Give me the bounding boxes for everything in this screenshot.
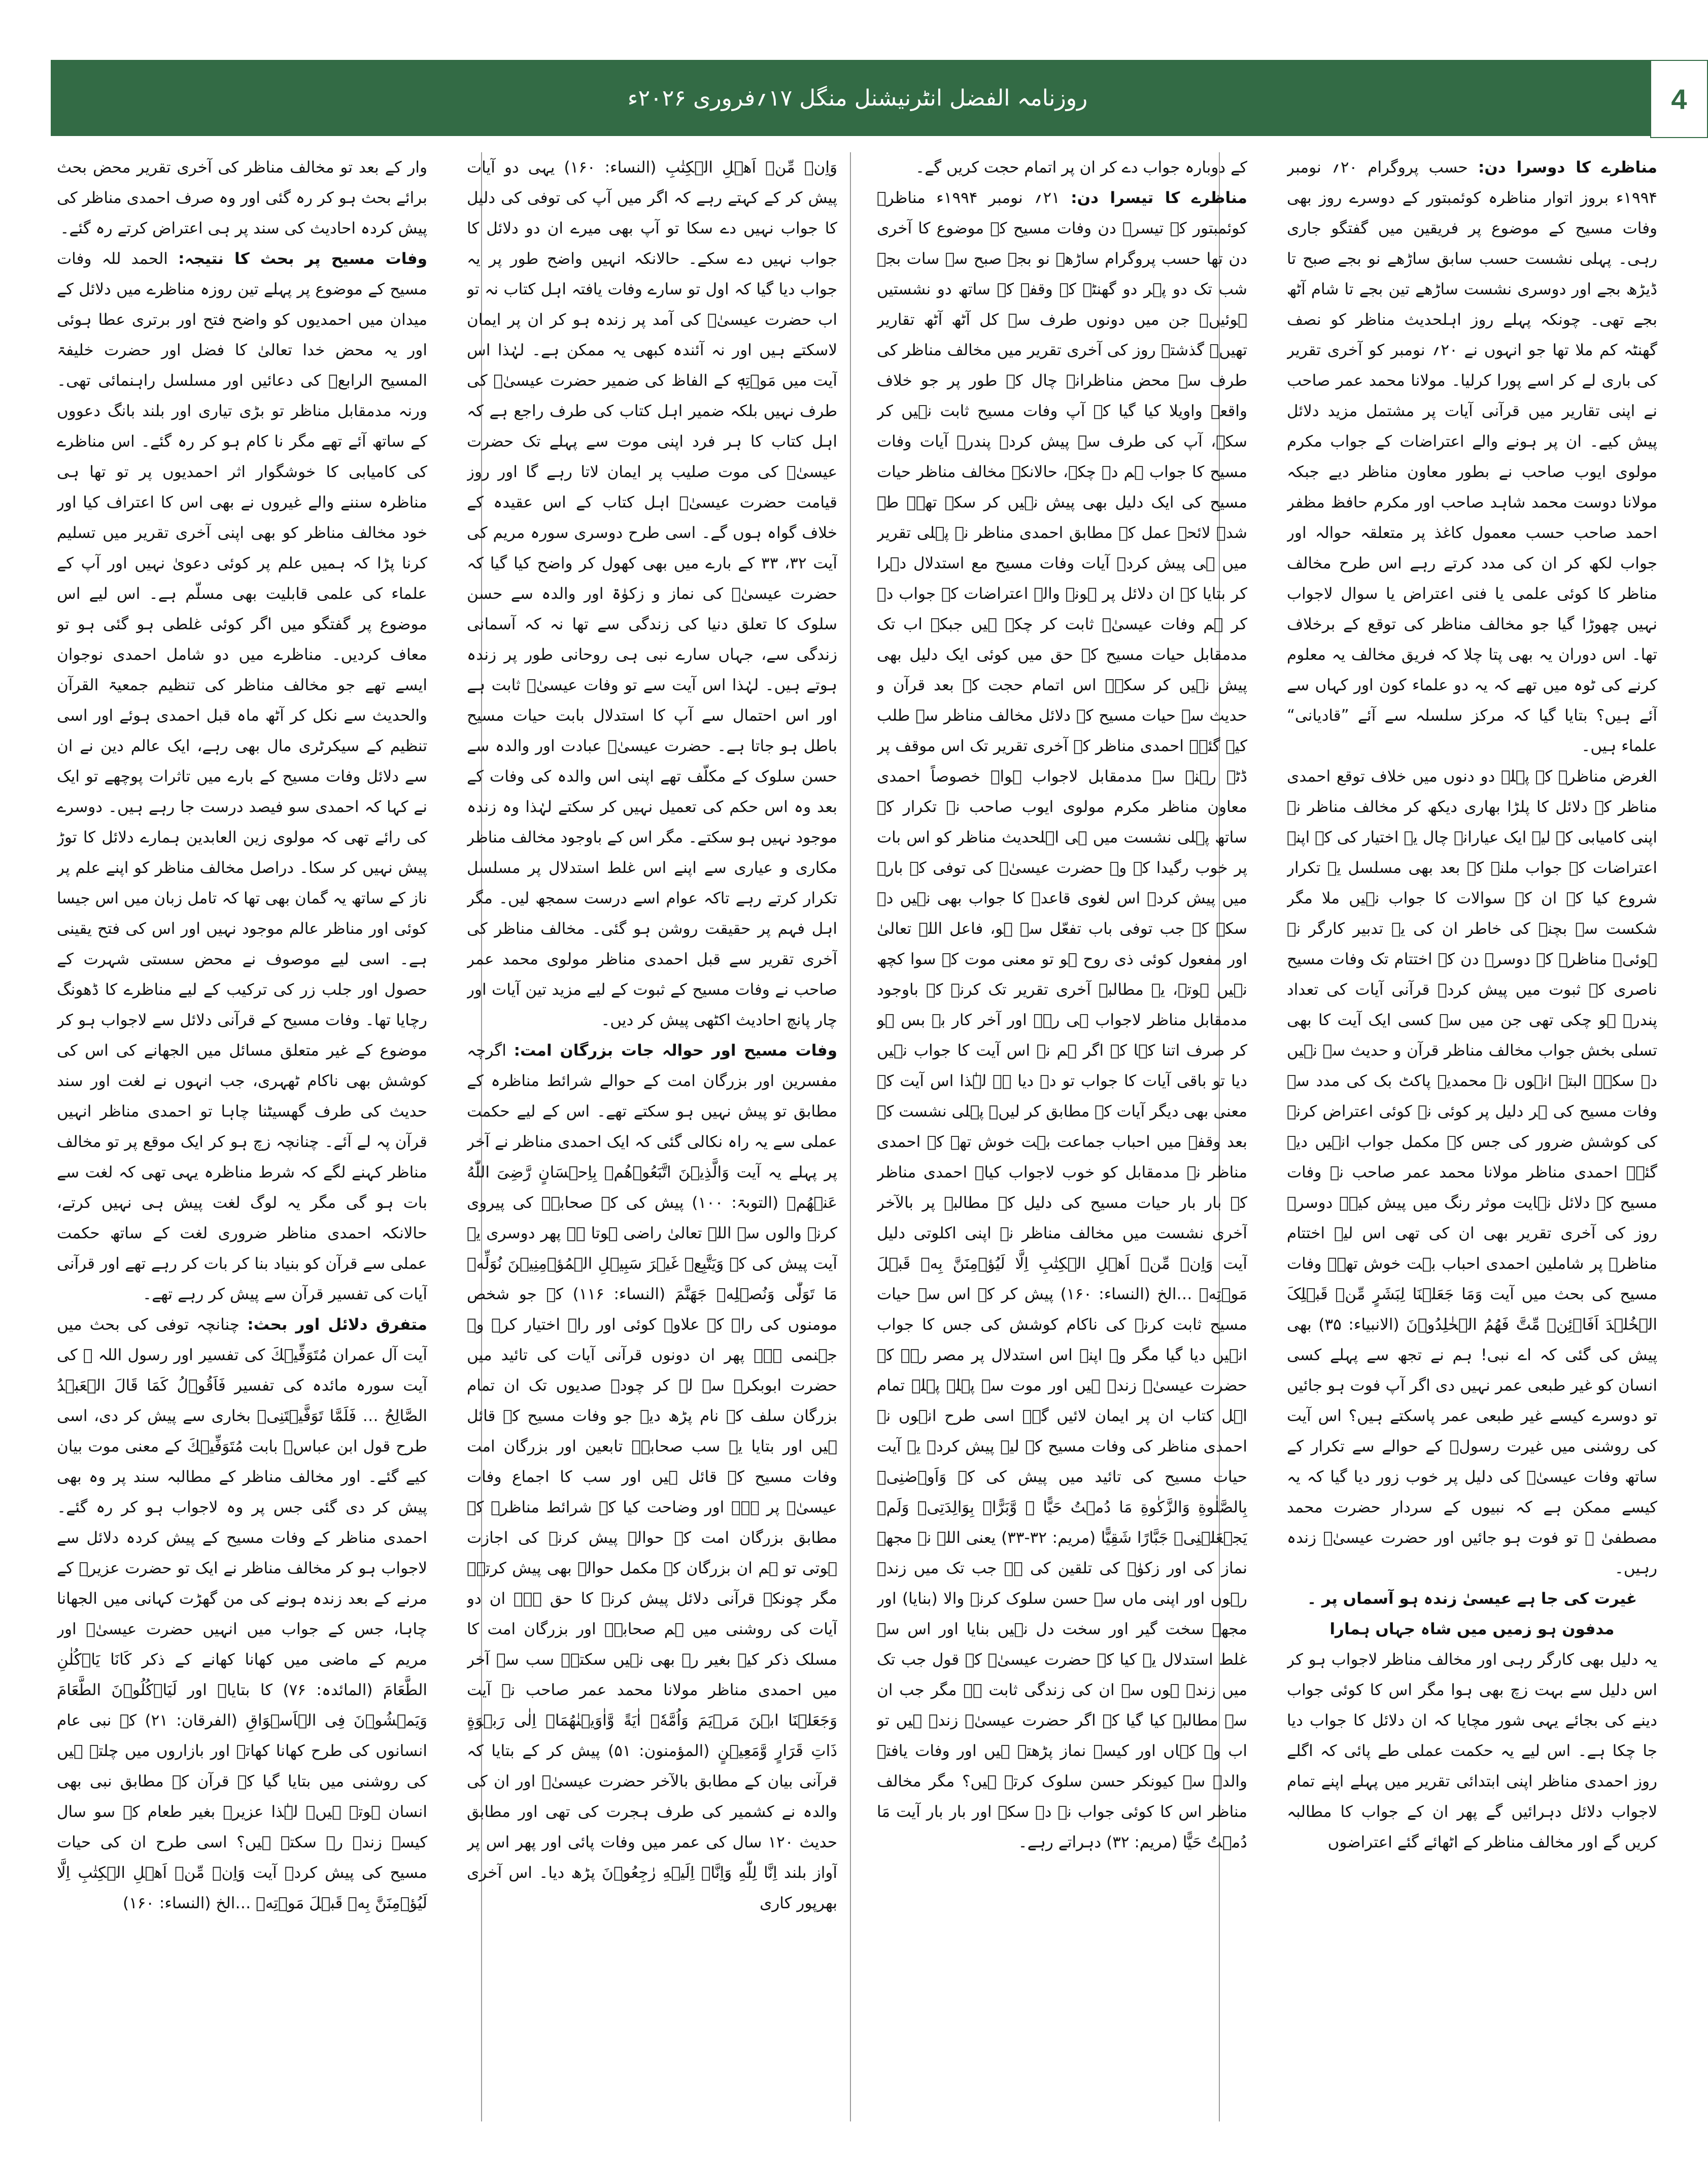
page-header-bar (51, 60, 1664, 136)
page-number: 4 (1671, 83, 1687, 115)
section-heading: متفرق دلائل اور بحث: (247, 1316, 427, 1334)
paragraph-text: وَاِنۡ مِّنۡ اَهۡلِ الۡكِتٰبِ (النساء: ۱۶۰) یہی دو آیات پیش کر کے کہتے رہے کہ اگر میں آپ کی توفی کی دلیل کا جواب نہیں دے سکا تو آپ بھی میرے ان دو دلائل کا جواب نہیں دے سکے۔ حالانکہ انہیں واضح طور پر یہ جواب دیا گیا کہ اول تو سارے وفات یافتہ اہل کتاب نہ تو اب حضرت عیسیٰؑ کی آمد پر زندہ ہو کر ان پر ایمان لاسکتے ہیں اور نہ آئندہ کبھی یہ ممکن ہے۔ لہٰذا اس آیت میں مَوۡتِهٖ کے الفاظ کی ضمیر حضرت عیسیٰؑ کی طرف نہیں بلکہ ضمیر اہل کتاب کی طرف راجع ہے کہ اہل کتاب کا ہر فرد اپنی موت سے پہلے تک حضرت عیسیٰؑ کی موت صلیب پر ایمان لاتا رہے گا اور روز قیامت حضرت عیسیٰؑ اہل کتاب کے اس عقیدہ کے خلاف گواہ ہوں گے۔ اسی طرح دوسری سورہ مریم کی آیت ۳۲، ۳۳ کے بارے میں بھی کھول کر واضح کیا گیا کہ حضرت عیسیٰؑ کی نماز و زکوٰۃ اور والدہ سے حسن سلوک کا تعلق دنیا کی زندگی سے تھا نہ کہ آسمانی زندگی سے، جہاں سارے نبی ہی روحانی طور پر زندہ ہوتے ہیں۔ لہٰذا اس آیت سے تو وفات عیسیٰؑ ثابت ہے اور اس احتمال سے آپ کا استدلال بابت حیات مسیح باطل ہو جاتا ہے۔ حضرت عیسیٰؑ عبادت اور والدہ سے حسن سلوک کے مکلّف تھے اپنی اس والدہ کی وفات کے بعد وہ اس حکم کی تعمیل نہیں کر سکتے لہٰذا وہ زندہ موجود نہیں ہو سکتے۔ مگر اس کے باوجود مخالف مناظر مکاری و عیاری سے اپنے اس غلط استدلال پر مسلسل تکرار کرتے رہے تاکہ عوام اسے درست سمجھ لیں۔ مگر اہل فہم پر حقیقت روشن ہو گئی۔ مخالف مناظر کی آخری تقریر سے قبل احمدی مناظر مولوی محمد عمر صاحب نے وفات مسیح کے ثبوت کے لیے مزید تین آیات اور چار پانچ احادیث اکٹھی پیش کر دیں۔ (467, 158, 837, 1029)
section-heading: وفات مسیح اور حوالہ جات بزرگان امت: (514, 1041, 837, 1060)
paragraph-text: الغرض مناظرے کے پہلے دو دنوں میں خلاف توقع احمدی مناظر کے دلائل کا پلڑا بھاری دیکھ کر مخالف مناظر نے اپنی کامیابی کے لیے ایک عیارانہ چال یہ اختیار کی کہ اپنے اعتراضات کے جواب ملنے کے بعد بھی مسلسل یہ تکرار شروع کیا کہ ان کے سوالات کا جواب نہیں ملا مگر شکست سے بچنے کی خاطر ان کی یہ تدبیر کارگر نہ ہوئی۔ مناظرے کے دوسرے دن کے اختتام تک وفات مسیح ناصری کے ثبوت میں پیش کردہ قرآنی آیات کی تعداد پندرہ ہو چکی تھی جن میں سے کسی ایک آیت کا بھی تسلی بخش جواب مخالف مناظر قرآن و حدیث سے نہیں دے سکے۔ البتہ انہوں نے محمدیہ پاکٹ بک کی مدد سے وفات مسیح کی ہر دلیل پر کوئی نہ کوئی اعتراض کرنے کی کوشش ضرور کی جس کے مکمل جواب انہیں دیے گئے۔ احمدی مناظر مولانا محمد عمر صاحب نے وفات مسیح کے دلائل نہایت موثر رنگ میں پیش کیے۔ دوسرے روز کی آخری تقریر بھی ان کی تھی اس لیے اختتام مناظرہ پر شاملین احمدی احباب بہت خوش تھے۔ وفات مسیح کی بحث میں آیت وَمَا جَعَلۡنَا لِبَشَرٍ مِّنۡ قَبۡلِکَ الۡخُلۡدَ اَفَا۠ئِنۡ مِّتَّ فَهُمُ الۡخٰلِدُوۡنَ (الانبیاء: ۳۵) بھی پیش کی گئی کہ اے نبی! ہم نے تجھ سے پہلے کسی انسان کو غیر طبعی عمر نہیں دی اگر آپ فوت ہو جائیں تو دوسرے کیسے غیر طبعی عمر پاسکتے ہیں؟ اس آیت کی روشنی میں غیرت رسولؐ کے حوالے سے تکرار کے ساتھ وفات عیسیٰؑ کی دلیل پر خوب زور دیا گیا کہ یہ کیسے ممکن ہے کہ نبیوں کے سردار حضرت محمد مصطفیٰ ﷺ تو فوت ہو جائیں اور حضرت عیسیٰؑ زندہ رہیں۔ (1287, 767, 1657, 1577)
section-heading: وفات مسیح پر بحث کا نتیجہ: (178, 250, 427, 268)
paragraph (1287, 761, 1657, 1583)
page-number-box (1650, 60, 1708, 138)
paragraph-text: حسب پروگرام ۲۰؍ نومبر ۱۹۹۴ء بروز اتوار مناظرہ کوئمبتور کے دوسرے روز بھی وفات مسیح کے موضوع پر فریقین میں گفتگو جاری رہی۔ پہلی نشست حسب سابق ساڑھے نو بجے صبح تا ڈیڑھ بجے اور دوسری نشست ساڑھے تین بجے تا شام آٹھ بجے تھی۔ چونکہ پہلے روز اہلحدیث مناظر کو نصف گھنٹہ کم ملا تھا جو انہوں نے ۲۰؍ نومبر کو آخری تقریر کی باری لے کر اسے پورا کرلیا۔ مولانا محمد عمر صاحب نے اپنی تقاریر میں قرآنی آیات پر مشتمل مزید دلائل پیش کیے۔ ان پر ہونے والے اعتراضات کے جواب مکرم مولوی ایوب صاحب نے بطور معاون مناظر دیے جبکہ مولانا دوست محمد شاہد صاحب اور مکرم حافظ مظفر احمد صاحب حسب معمول کاغذ پر متعلقہ حوالہ اور جواب لکھ کر ان کی مدد کرتے رہے اس طرح مخالف مناظر کا کوئی علمی یا فنی اعتراض یا سوال لاجواب نہیں چھوڑا گیا جو مخالف مناظر کی توقع کے برخلاف تھا۔ اس دوران یہ بھی پتا چلا کہ فریق مخالف یہ معلوم کرنے کی ٹوہ میں تھے کہ یہ دو علماء کون اور کہاں سے آئے ہیں؟ بتایا گیا کہ مرکز سلسلہ سے آئے ”قادیانی“ علماء ہیں۔ (1287, 158, 1657, 755)
paragraph (877, 183, 1247, 1858)
paragraph-text: چنانچہ توفی کی بحث میں آیت آل عمران مُتَوَفِّيۡكَ کی تفسیر اور رسول اللہ ﷺ کی آیت سورہ مائدہ کی تفسیر فَاَقُوۡلُ كَمَا قَالَ الۡعَبۡدُ الصَّالِحُ … فَلَمَّا تَوَفَّيۡتَنِیۡ بخاری سے پیش کر دی، اسی طرح قول ابن عباسؓ بابت مُتَوَفِّيۡكَ کے معنی موت بیان کیے گئے۔ اور مخالف مناظر کے مطالبہ سند پر وہ بھی پیش کر دی گئی جس پر وہ لاجواب ہو کر رہ گئے۔ احمدی مناظر کے وفات مسیح کے پیش کردہ دلائل سے لاجواب ہو کر مخالف مناظر نے ایک تو حضرت عزیرؑ کے مرنے کے بعد زندہ ہونے کی من گھڑت کہانی میں الجھانا چاہا، جس کے جواب میں انہیں حضرت عیسیٰؑ اور مریم کے ماضی میں کھانا کھانے کے ذکر كَانَا يَاۡكُلٰنِ الطَّعَامَ (المائدہ: ۷۶) کا بتایا۔ اور لَيَاۡكُلُوۡنَ الطَّعَامَ وَيَمۡشُوۡنَ فِی الۡاَسۡوَاقِ (الفرقان: ۲۱) کہ نبی عام انسانوں کی طرح کھانا کھاتے اور بازاروں میں چلتے ہیں کی روشنی میں بتایا گیا کہ قرآن کے مطابق نبی بھی انسان ہوتے ہیں۔ لہٰذا عزیرؑ بغیر طعام کے سو سال کیسے زندہ رہ سکتے ہیں؟ اسی طرح ان کی حیات مسیح کی پیش کردہ آیت وَاِنۡ مِّنۡ اَهۡلِ الۡكِتٰبِ اِلَّا لَيُؤۡمِنَنَّ بِهٖ قَبۡلَ مَوۡتِهٖ …الخ (النساء: ۱۶۰) (57, 1316, 427, 1912)
paragraph (877, 152, 1247, 183)
poetry-verse: غیرت کی جا ہے عیسیٰ زندہ ہو آسماں پر ۔ مدفون ہو زمیں میں شاہ جہاں ہمارا (1307, 1590, 1637, 1638)
newspaper-title: روزنامہ الفضل انٹرنیشنل منگل ۱۷؍فروری ۲۰۲۶ء (627, 85, 1088, 111)
paragraph (57, 152, 427, 244)
paragraph-text: وار کے بعد تو مخالف مناظر کی آخری تقریر محض بحث برائے بحث ہو کر رہ گئی اور وہ صرف احمدی مناظر کی پیش کردہ احادیث کی سند پر ہی اعتراض کرتے رہ گئے۔ (57, 158, 427, 238)
article-columns (57, 152, 1657, 2137)
paragraph-text: الحمد للہ وفات مسیح کے موضوع پر پہلے تین روزہ مناظرے میں دلائل کے میدان میں احمدیوں کو واضح فتح اور برتری عطا ہوئی اور یہ محض خدا تعالیٰ کا فضل اور حضرت خلیفۃ المسیح الرابعؒ کی دعائیں اور مسلسل راہنمائی تھی۔ ورنہ مدمقابل مناظر تو بڑی تیاری اور بلند بانگ دعووں کے ساتھ آئے تھے مگر نا کام ہو کر رہ گئے۔ اس مناظرے کی کامیابی کا خوشگوار اثر احمدیوں پر تو تھا ہی مناظرہ سننے والے غیروں نے بھی اس کا اعتراف کیا اور خود مخالف مناظر کو بھی اپنی آخری تقریر میں تسلیم کرنا پڑا کہ ہمیں علم پر کوئی دعویٰ نہیں اور آپ کے علماء کی علمی قابلیت بھی مسلّم ہے۔ اس لیے اس موضوع پر گفتگو میں اگر کوئی غلطی ہو گئی ہو تو معاف کردیں۔ مناظرے میں دو شامل احمدی نوجوان ایسے تھے جو مخالف مناظر کی تنظیم جمعیۃ القرآن والحدیث سے نکل کر آٹھ ماہ قبل احمدی ہوئے اور اسی تنظیم کے سیکرٹری مال بھی رہے، ایک عالم دین نے ان سے دلائل وفات مسیح کے بارے میں تاثرات پوچھے تو ایک نے کہا کہ احمدی سو فیصد درست جا رہے ہیں۔ دوسرے کی رائے تھی کہ مولوی زین العابدین ہمارے دلائل کا توڑ پیش نہیں کر سکا۔ دراصل مخالف مناظر کو اپنے علم پر ناز کے ساتھ یہ گمان بھی تھا کہ تامل زبان میں اس جیسا کوئی اور مناظر عالم موجود نہیں اور اس کی فتح یقینی ہے۔ اسی لیے موصوف نے محض سستی شہرت کے حصول اور جلب زر کی ترکیب کے لیے مناظرے کا ڈھونگ رچایا تھا۔ وفات مسیح کے قرآنی دلائل سے لاجواب ہو کر موضوع کے غیر متعلق مسائل میں الجھانے کی اس کی کوشش بھی ناکام ٹھہری، جب انہوں نے لغت اور سند حدیث کی طرف گھسیٹنا چاہا تو احمدی مناظر انہیں قرآن پہ لے آئے۔ چنانچہ زچ ہو کر ایک موقع پر تو مخالف مناظر کہنے لگے کہ شرط مناظرہ یہی تھی کہ لغت سے بات ہو گی مگر یہ لوگ لغت پیش ہی نہیں کرتے، حالانکہ احمدی مناظر ضروری لغت کے ساتھ حکمت عملی سے قرآن کو بنیاد بنا کر بات کر رہے تھے اور قرآنی آیات کی تفسیر قرآن سے پیش کر رہے تھے۔ (57, 250, 427, 1303)
section-heading: مناظرے کا دوسرا دن: (1478, 158, 1657, 177)
paragraph (1287, 152, 1657, 761)
column-3 (467, 152, 837, 2137)
section-heading: مناظرے کا تیسرا دن: (1071, 189, 1247, 207)
column-1 (1287, 152, 1657, 2137)
paragraph-text: یہ دلیل بھی کارگر رہی اور مخالف مناظر لاجواب ہو کر اس دلیل سے بہت زچ بھی ہوا مگر اس کا کوئی جواب دینے کی بجائے یہی شور مچایا کہ ان دلائل کا جواب دیا جا چکا ہے۔ اس لیے یہ حکمت عملی طے پائی کہ اگلے روز احمدی مناظر اپنی ابتدائی تقریر میں پہلے اپنے تمام لاجواب دلائل دہرائیں گے پھر ان کے جواب کا مطالبہ کریں گے اور مخالف مناظر کے اٹھائے گئے اعتراضوں (1287, 1650, 1657, 1851)
column-2 (877, 152, 1247, 2137)
paragraph-text: اگرچہ مفسرین اور بزرگان امت کے حوالے شرائط مناظرہ کے مطابق تو پیش نہیں ہو سکتے تھے۔ اس کے لیے حکمت عملی سے یہ راہ نکالی گئی کہ ایک احمدی مناظر نے آخر پر پہلے یہ آیت وَالَّذِيۡنَ اتَّبَعُوۡهُمۡ بِاِحۡسَانٍ رَّضِیَ اللّٰهُ عَنۡهُمۡ (التوبۃ: ۱۰۰) پیش کی کہ صحابہؓ کی پیروی کرنے والوں سے اللہ تعالیٰ راضی ہوتا ہے پھر دوسری یہ آیت پیش کی کہ وَيَتَّبِعۡ غَيۡرَ سَبِيۡلِ الۡمُؤۡمِنِيۡنَ نُوَلِّهٖ مَا تَوَلّٰى وَنُصۡلِهٖ جَهَنَّمَ (النساء: ۱۱۶) کہ جو شخص مومنوں کی راہ کے علاوہ کوئی اور راہ اختیار کرے وہ جہنمی ہے۔ پھر ان دونوں قرآنی آیات کی تائید میں حضرت ابوبکرؓ سے لے کر چودہ صدیوں تک ان تمام بزرگان سلف کے نام پڑھ دیے جو وفات مسیح کے قائل ہیں اور بتایا یہ سب صحابہؓ تابعین اور بزرگان امت وفات مسیح کے قائل ہیں اور سب کا اجماع وفات عیسیٰؑ پر ہے۔ اور وضاحت کیا کہ شرائط مناظرہ کے مطابق بزرگان امت کے حوالے پیش کرنے کی اجازت ہوتی تو ہم ان بزرگان کے مکمل حوالے بھی پیش کرتے۔ مگر چونکہ قرآنی دلائل پیش کرنے کا حق ہے۔ ان دو آیات کی روشنی میں ہم صحابہؓ اور بزرگان امت کا مسلک ذکر کیے بغیر رہ بھی نہیں سکتے۔ سب سے آخر میں احمدی مناظر مولانا محمد عمر صاحب نے آیت وَجَعَلۡنَا ابۡنَ مَرۡيَمَ وَاُمَّهٗۤ اٰيَةً وَّاٰوَيۡنٰهُمَاۤ اِلٰى رَبۡوَةٍ ذَاتِ قَرَارٍ وَّمَعِيۡنٍ (المؤمنون: ۵۱) پیش کر کے بتایا کہ قرآنی بیان کے مطابق بالآخر حضرت عیسیٰؑ اور ان کی والدہ نے کشمیر کی طرف ہجرت کی تھی اور مطابق حدیث ۱۲۰ سال کی عمر میں وفات پائی اور پھر اس پر آواز بلند اِنَّا لِلّٰهِ وَاِنَّاۤ اِلَيۡهِ رٰجِعُوۡنَ پڑھ دیا۔ اس آخری بھرپور کاری (467, 1041, 837, 1912)
paragraph (1287, 1644, 1657, 1858)
paragraph (57, 244, 427, 1309)
paragraph-text: کے دوبارہ جواب دے کر ان پر اتمام حجت کریں گے۔ (915, 158, 1247, 177)
column-4 (57, 152, 427, 2137)
paragraph (467, 1035, 837, 1918)
paragraph (467, 152, 837, 1035)
paragraph (57, 1309, 427, 1918)
paragraph-text: ۲۱؍ نومبر ۱۹۹۴ء مناظرہ کوئمبتور کے تیسرے دن وفات مسیح کے موضوع کا آخری دن تھا حسب پروگرام ساڑھے نو بجے صبح سے سات بجے شب تک دو پہر دو گھنٹے کے وقفہ کے ساتھ دو نشستیں ہوئیں۔ جن میں دونوں طرف سے کل آٹھ آٹھ تقاریر تھیں۔ گذشتہ روز کی آخری تقریر میں مخالف مناظر کی طرف سے محض مناظرانہ چال کے طور پر جو خلاف واقعہ واویلا کیا گیا کہ آپ وفات مسیح ثابت نہیں کر سکے، آپ کی طرف سے پیش کردہ پندرہ آیات وفات مسیح کا جواب ہم دے چکے، حالانکہ مخالف مناظر حیات مسیح کی ایک دلیل بھی پیش نہیں کر سکے تھے۔ طے شدہ لائحہ عمل کے مطابق احمدی مناظر نے پہلی تقریر میں ہی پیش کردہ آیات وفات مسیح مع استدلال دہرا کر بتایا کہ ان دلائل پر ہونے والے اعتراضات کے جواب دے کر ہم وفات عیسیٰؑ ثابت کر چکے ہیں جبکہ اب تک مدمقابل حیات مسیح کے حق میں کوئی ایک دلیل بھی پیش نہیں کر سکے۔ اس اتمام حجت کے بعد قرآن و حدیث سے حیات مسیح کے دلائل مخالف مناظر سے طلب کیے گئے۔ احمدی مناظر کے آخری تقریر تک اس موقف پر ڈٹے رہنے سے مدمقابل لاجواب ہوا۔ خصوصاً احمدی معاون مناظر مکرم مولوی ایوب صاحب نے تکرار کے ساتھ پہلی نشست میں ہی اہلحدیث مناظر کو اس بات پر خوب رگیدا کہ وہ حضرت عیسیٰؑ کی توفی کے بارے میں پیش کردہ اس لغوی قاعدے کا جواب بھی نہیں دے سکے کہ جب توفی باب تفعّل سے ہو، فاعل اللہ تعالیٰ اور مفعول کوئی ذی روح ہو تو معنی موت کے سوا کچھ نہیں ہوتے، یہ مطالبہ آخری تقریر تک کرنے کے باوجود مدمقابل مناظر لاجواب ہی رہے اور آخر کار بے بس ہو کر صرف اتنا کہا کہ اگر ہم نے اس آیت کا جواب نہیں دیا تو باقی آیات کا جواب تو دے دیا ہے لہٰذا اس آیت کے معنی بھی دیگر آیات کے مطابق کر لیں۔ پہلی نشست کے بعد وقفہ میں احباب جماعت بہت خوش تھے کہ احمدی مناظر نے مدمقابل کو خوب لاجواب کیا۔ احمدی مناظر کے بار بار حیات مسیح کی دلیل کے مطالبہ پر بالآخر آخری نشست میں مخالف مناظر نے اپنی اکلوتی دلیل آیت وَاِنۡ مِّنۡ اَهۡلِ الۡكِتٰبِ اِلَّا لَيُؤۡمِنَنَّ بِهٖ قَبۡلَ مَوۡتِهٖ …الخ (النساء: ۱۶۰) پیش کر کے اس سے حیات مسیح ثابت کرنے کی ناکام کوشش کی جس کا جواب انہیں دیا گیا مگر وہ اپنے اس استدلال پر مصر رہے کہ حضرت عیسیٰؑ زندہ ہیں اور موت سے پہلے پہلے تمام اہل کتاب ان پر ایمان لائیں گے۔ اسی طرح انہوں نے احمدی مناظر کی وفات مسیح کے لیے پیش کردہ یہ آیت حیات مسیح کی تائید میں پیش کی کہ وَاَوۡصٰنِیۡ بِالصَّلٰوةِ وَالزَّكٰوةِ مَا دُمۡتُ حَيًّا ۔ وَّبَرًّاۢ بِوَالِدَتِیۡ وَلَمۡ يَجۡعَلۡنِیۡ جَبَّارًا شَقِيًّا (مریم: ۳۲-۳۳) یعنی اللہ نے مجھے نماز کی اور زکوٰۃ کی تلقین کی ہے جب تک میں زندہ رہوں اور اپنی ماں سے حسن سلوک کرنے والا (بنایا) اور مجھے سخت گیر اور سخت دل نہیں بنایا اور اس سے غلط استدلال یہ کیا کہ حضرت عیسیٰؑ کے قول جب تک میں زندہ ہوں سے ان کی زندگی ثابت ہے مگر جب ان سے مطالبہ کیا گیا کہ اگر حضرت عیسیٰؑ زندہ ہیں تو اب وہ کہاں اور کیسے نماز پڑھتے ہیں اور وفات یافتہ والدہ سے کیونکر حسن سلوک کرتے ہیں؟ مگر مخالف مناظر اس کا کوئی جواب نہ دے سکے اور بار بار آیت مَا دُمۡتُ حَيًّا (مریم: ۳۲) دہراتے رہے۔ (877, 189, 1247, 1851)
